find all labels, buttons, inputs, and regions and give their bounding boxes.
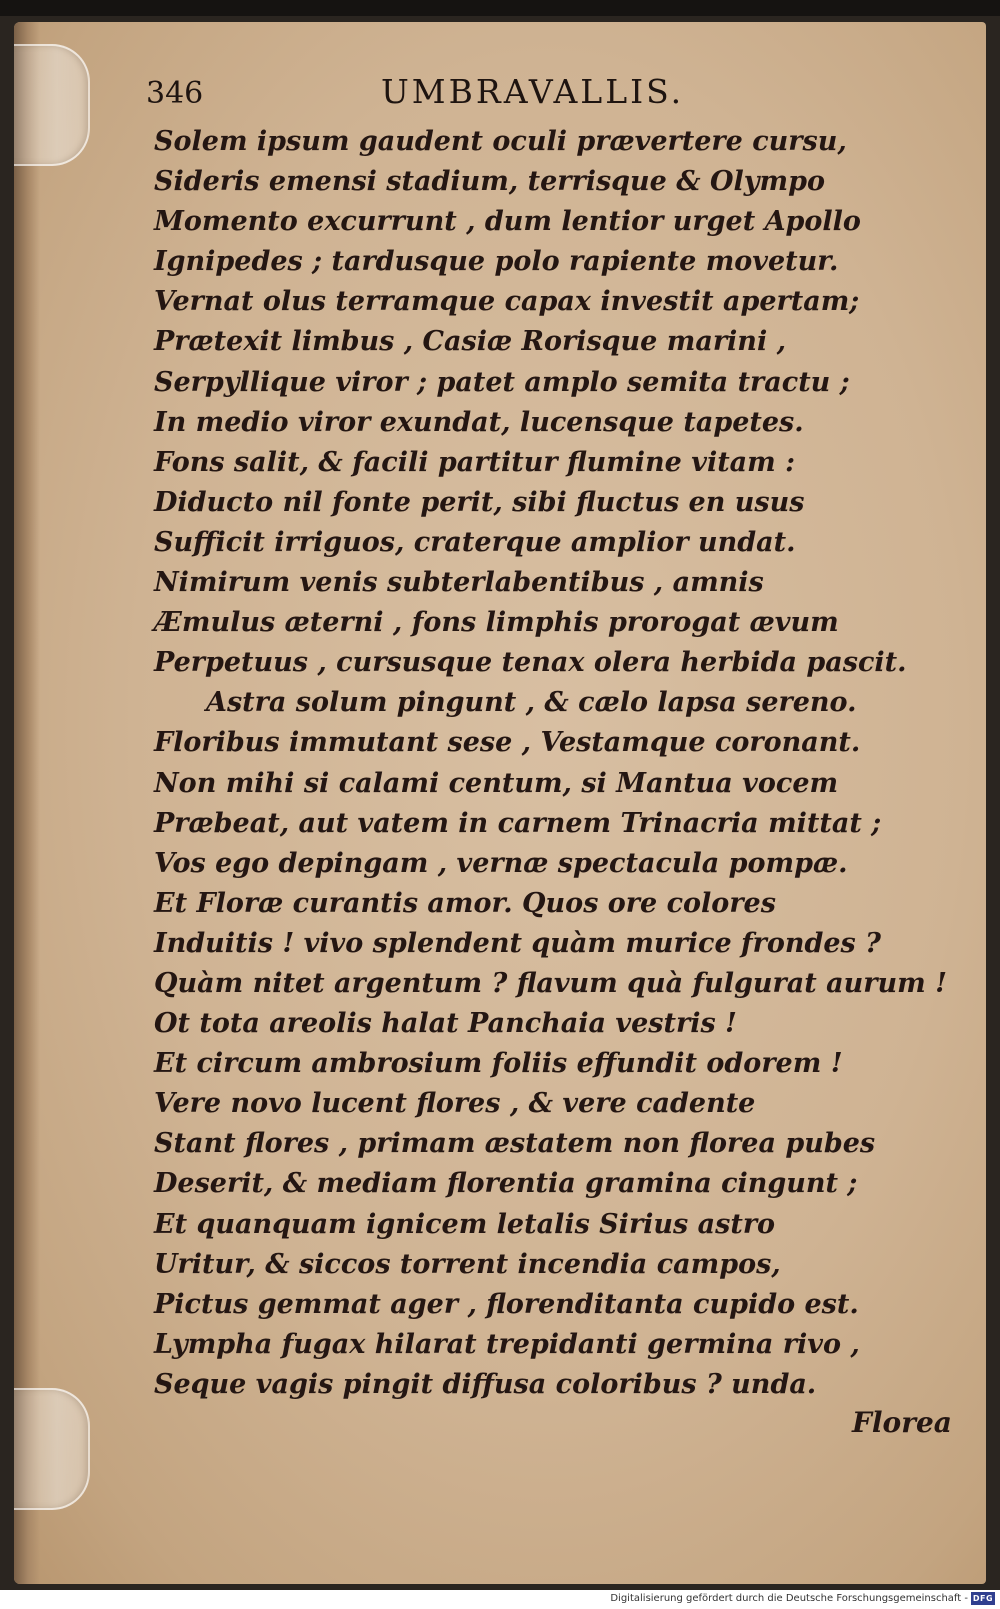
catchword: Florea <box>852 1406 952 1439</box>
verse-line: Æmulus æterni , fons limphis prorogat ævum <box>154 607 839 639</box>
page-gutter-shadow <box>14 22 40 1584</box>
verse-line: Diducto nil fonte perit, sibi fluctus en usus <box>154 486 805 518</box>
verse-line: In medio viror exundat, lucensque tapetes. <box>154 406 804 438</box>
verse-line: Perpetuus , cursusque tenax olera herbida pascit. <box>154 647 907 679</box>
scanned-page-viewer <box>0 16 1000 1590</box>
verse-line: Lympha fugax hilarat trepidanti germina rivo , <box>154 1328 860 1360</box>
verse-line: Sufficit irriguos, craterque amplior undat. <box>154 526 796 558</box>
verse-line: Stant flores , primam æstatem non florea pubes <box>154 1128 876 1160</box>
verse-text <box>154 122 954 1405</box>
scan-top-border <box>0 0 1000 16</box>
verse-line: Serpyllique viror ; patet amplo semita tractu ; <box>154 366 850 398</box>
verse-line: Et quanquam ignicem letalis Sirius astro <box>154 1208 776 1240</box>
verse-line: Prætexit limbus , Casiæ Rorisque marini , <box>154 326 786 358</box>
verse-line: Sideris emensi stadium, terrisque & Olympo <box>154 166 825 198</box>
verse-line: Pictus gemmat ager , florenditanta cupido est. <box>154 1288 859 1320</box>
verse-line: Præbeat, aut vatem in carnem Trinacria mittat ; <box>154 807 882 839</box>
verse-line: Momento excurrunt , dum lentior urget Apollo <box>154 206 861 238</box>
verse-line: Ot tota areolis halat Panchaia vestris ! <box>154 1008 737 1040</box>
verse-line: Astra solum pingunt , & cælo lapsa sereno. <box>206 687 857 719</box>
funding-credit: Digitalisierung gefördert durch die Deutsche Forschungsgemeinschaft - <box>610 1593 968 1604</box>
verse-line: Non mihi si calami centum, si Mantua vocem <box>154 767 839 799</box>
book-page <box>14 22 986 1584</box>
dfg-logo-icon: DFG <box>972 1594 994 1603</box>
verse-line: Et Floræ curantis amor. Quos ore colores <box>154 887 776 919</box>
page-header <box>146 68 926 128</box>
verse-line: Deserit, & mediam florentia gramina cingunt ; <box>154 1168 858 1200</box>
verse-line: Fons salit, & facili partitur flumine vitam : <box>154 446 796 478</box>
verse-line: Vere novo lucent flores , & vere cadente <box>154 1088 756 1120</box>
page-number: 346 <box>146 76 204 111</box>
verse-line: Vernat olus terramque capax investit apertam; <box>154 286 860 318</box>
verse-line: Et circum ambrosium foliis effundit odorem ! <box>154 1048 843 1080</box>
verse-line: Ignipedes ; tardusque polo rapiente movetur. <box>154 246 839 278</box>
verse-line: Uritur, & siccos torrent incendia campos, <box>154 1248 781 1280</box>
page-clip-bottom <box>14 1388 90 1510</box>
running-title: UMBRAVALLIS. <box>381 72 685 111</box>
verse-line: Floribus immutant sese , Vestamque coronant. <box>154 727 861 759</box>
page-clip-top <box>14 44 90 166</box>
verse-line: Induitis ! vivo splendent quàm murice frondes ? <box>154 927 881 959</box>
verse-line: Seque vagis pingit diffusa coloribus ? unda. <box>154 1368 817 1400</box>
verse-line: Nimirum venis subterlabentibus , amnis <box>154 567 764 599</box>
verse-line: Quàm nitet argentum ? flavum quà fulgurat aurum ! <box>154 967 947 999</box>
verse-line: Solem ipsum gaudent oculi prævertere cursu, <box>154 126 847 157</box>
verse-line: Vos ego depingam , vernæ spectacula pompæ. <box>154 847 848 879</box>
